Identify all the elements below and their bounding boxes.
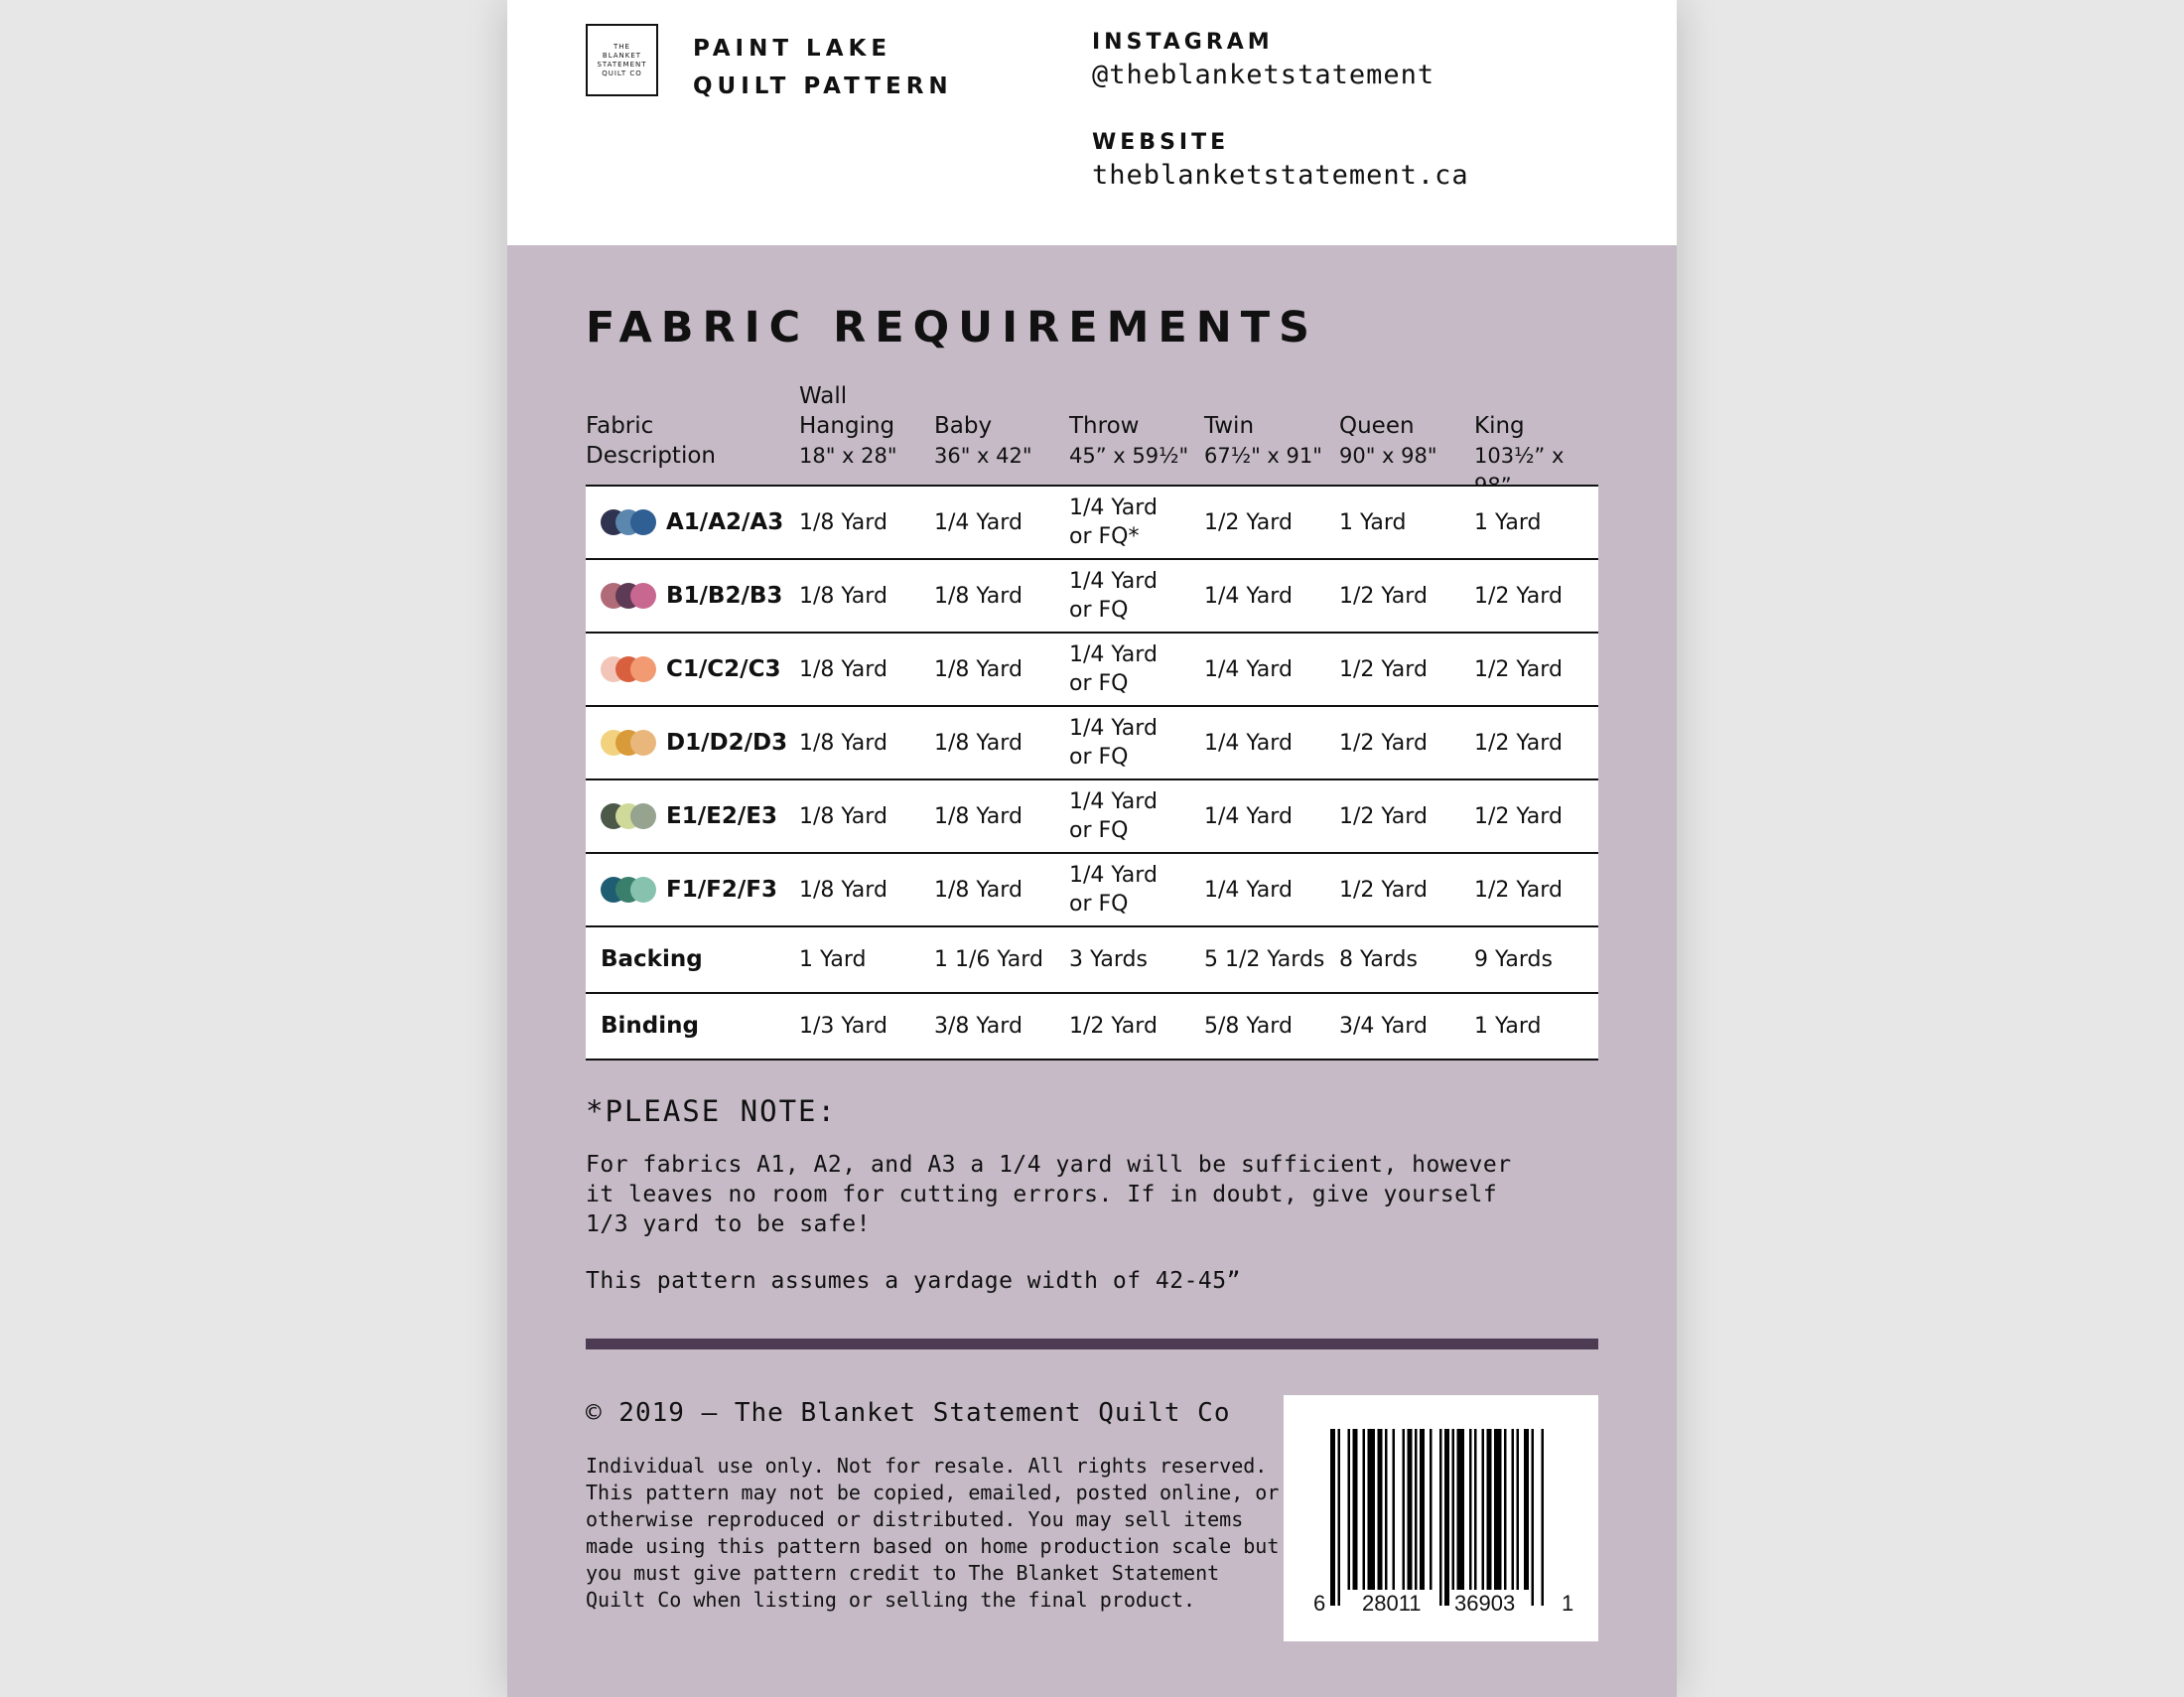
barcode-bar (1363, 1429, 1366, 1590)
table-cell: 9 Yards (1474, 947, 1553, 972)
header-panel (507, 0, 1677, 245)
table-cell: 1/8 Yard (799, 803, 887, 829)
column-header-line: Hanging (799, 413, 895, 439)
table-row (586, 560, 1598, 634)
table-cell: 1/4 Yard or FQ (1069, 789, 1158, 843)
color-swatches (601, 656, 656, 682)
row-label-text: Binding (601, 1013, 699, 1039)
pattern-title-line2: QUILT PATTERN (693, 73, 953, 99)
pattern-title-line1: PAINT LAKE (693, 36, 892, 62)
row-label (601, 854, 777, 925)
table-cell: 1/4 Yard (1204, 877, 1293, 903)
swatch-dot (630, 583, 656, 609)
barcode-bar (1403, 1429, 1406, 1590)
table-cell: 1/2 Yard (1339, 877, 1428, 903)
barcode-bar (1542, 1429, 1545, 1606)
barcode-digit: 1 (1562, 1591, 1574, 1616)
barcode-bar (1524, 1429, 1529, 1590)
table-cell: 1/2 Yard (1474, 877, 1563, 903)
logo-line: QUILT CO (602, 69, 642, 77)
column-header-line (586, 381, 716, 411)
column-header (1474, 381, 1598, 471)
fabric-requirements-title: FABRIC REQUIREMENTS (586, 303, 1319, 353)
table-cell: 1/2 Yard (1474, 583, 1563, 609)
column-header-line: Description (586, 443, 716, 469)
column-header-line (1069, 381, 1188, 411)
column-header-line (1474, 381, 1598, 411)
row-label-text: E1/E2/E3 (666, 802, 777, 829)
logo-line: BLANKET (602, 51, 642, 60)
table-cell: 1 1/6 Yard (934, 947, 1043, 972)
row-label (601, 927, 703, 992)
table-cell: 5/8 Yard (1204, 1014, 1293, 1039)
table-cell: 1/8 Yard (934, 656, 1023, 682)
table-cell: 1/8 Yard (799, 730, 887, 756)
table-cell: 1/8 Yard (934, 730, 1023, 756)
column-header (934, 381, 1032, 471)
table-cell: 1/8 Yard (934, 583, 1023, 609)
note-title: *PLEASE NOTE: (586, 1094, 837, 1128)
barcode-bar (1338, 1429, 1341, 1606)
row-label-text: A1/A2/A3 (666, 508, 784, 535)
table-cell: 1/2 Yard (1339, 803, 1428, 829)
barcode-bar (1393, 1429, 1396, 1590)
table-cell: 1/2 Yard (1339, 730, 1428, 756)
table-cell: 1/8 Yard (934, 877, 1023, 903)
column-header-line: Wall (799, 383, 848, 409)
row-label-text: D1/D2/D3 (666, 729, 788, 756)
note-body (586, 1150, 1539, 1323)
table-cell: 1/4 Yard or FQ (1069, 716, 1158, 770)
table-cell: 1/8 Yard (934, 803, 1023, 829)
color-swatches (601, 730, 656, 756)
barcode-bar (1532, 1429, 1535, 1606)
instagram-label: INSTAGRAM (1092, 30, 1274, 55)
column-header-line: Fabric (586, 413, 654, 439)
column-header-line (934, 381, 1032, 411)
copyright-text: © 2019 – The Blanket Statement Quilt Co (586, 1398, 1231, 1428)
table-cell: 1/4 Yard or FQ (1069, 569, 1158, 623)
column-header-line: King (1474, 413, 1525, 439)
swatch-dot (630, 656, 656, 682)
table-cell: 1/8 Yard (799, 656, 887, 682)
color-swatches (601, 583, 656, 609)
barcode-bar (1512, 1429, 1515, 1590)
table-row (586, 994, 1598, 1061)
table-row (586, 634, 1598, 707)
website-label: WEBSITE (1092, 130, 1230, 155)
swatch-dot (630, 509, 656, 535)
note-paragraph: This pattern assumes a yardage width of 42-45” (586, 1268, 1241, 1294)
logo-text (593, 43, 652, 78)
table-cell: 3/8 Yard (934, 1014, 1023, 1039)
table-cell: 1/8 Yard (799, 877, 887, 903)
table-cell: 1/8 Yard (799, 509, 887, 535)
table-cell: 1 Yard (1474, 509, 1542, 535)
logo-line: THE (614, 42, 630, 51)
barcode-bar (1517, 1429, 1520, 1590)
row-label (601, 560, 782, 632)
table-cell: 1 Yard (1474, 1014, 1542, 1039)
logo-line: STATEMENT (597, 60, 647, 69)
column-header-line: 45” x 59½" (1069, 444, 1189, 468)
row-label (601, 780, 777, 852)
swatch-dot (630, 730, 656, 756)
pattern-sheet (507, 0, 1677, 1697)
column-header-line (1339, 381, 1437, 411)
table-cell: 1/2 Yard (1474, 730, 1563, 756)
barcode-bar (1482, 1429, 1485, 1590)
barcode-bar (1348, 1429, 1351, 1590)
row-label (601, 634, 780, 705)
table-cell: 1/4 Yard (1204, 656, 1293, 682)
note-paragraph: For fabrics A1, A2, and A3 a 1/4 yard will be sufficient, however it leaves no room for cutting errors. If in doubt, give yourself 1/3 yard to be safe! (586, 1152, 1512, 1237)
barcode-digit: 28011 (1362, 1591, 1422, 1616)
barcode-bar (1452, 1429, 1455, 1590)
column-header (1069, 381, 1188, 471)
table-cell: 5 1/2 Yards (1204, 947, 1325, 972)
column-header-line: 67½" x 91" (1204, 444, 1322, 468)
table-cell: 1 Yard (799, 947, 867, 972)
swatch-dot (630, 803, 656, 829)
table-cell: 3/4 Yard (1339, 1014, 1428, 1039)
column-header-line: 36" x 42" (934, 444, 1032, 468)
color-swatches (601, 803, 656, 829)
column-header-line: 18" x 28" (799, 444, 897, 468)
brand-logo (586, 24, 658, 96)
fabric-table (586, 485, 1598, 1061)
barcode-bar (1415, 1429, 1418, 1590)
barcode-bar (1457, 1429, 1465, 1590)
table-cell: 1/8 Yard (799, 583, 887, 609)
barcode-bar (1487, 1429, 1492, 1590)
row-label-text: Backing (601, 946, 703, 972)
barcode-digit: 36903 (1454, 1591, 1516, 1616)
barcode-bar (1474, 1429, 1477, 1590)
barcode-bar (1494, 1429, 1502, 1590)
table-cell: 8 Yards (1339, 947, 1418, 972)
barcode-bar (1378, 1429, 1383, 1590)
legal-text: Individual use only. Not for resale. All rights reserved. This pattern may not be copied, emailed, posted online, or otherwise reproduced or distributed. You may sell items made using this pattern based on home production scale but you must give pattern credit to The Blanket Statement Quilt Co when listing or selling the final product. (586, 1454, 1280, 1612)
table-cell: 1/4 Yard (934, 509, 1023, 535)
column-header (1339, 381, 1437, 471)
table-row (586, 487, 1598, 560)
pattern-title (693, 30, 953, 105)
divider-rule (586, 1339, 1598, 1349)
barcode-bar (1444, 1429, 1449, 1606)
barcode-bar (1469, 1429, 1472, 1590)
barcode-bar (1504, 1429, 1507, 1590)
table-cell: 1/2 Yard (1474, 803, 1563, 829)
table-cell: 1/2 Yard (1474, 656, 1563, 682)
column-header (799, 381, 897, 471)
barcode-digit: 6 (1313, 1591, 1326, 1616)
table-cell: 1/4 Yard (1204, 730, 1293, 756)
barcode-bar (1408, 1429, 1413, 1590)
table-cell: 3 Yards (1069, 947, 1148, 972)
table-cell: 1/2 Yard (1339, 583, 1428, 609)
barcode-bar (1439, 1429, 1442, 1606)
barcode (1284, 1395, 1598, 1641)
website-link[interactable]: theblanketstatement.ca (1092, 160, 1469, 191)
row-label (601, 994, 699, 1059)
column-header-line: Queen (1339, 413, 1415, 439)
color-swatches (601, 877, 656, 903)
column-header-line: Throw (1069, 413, 1140, 439)
barcode-bar (1420, 1429, 1425, 1590)
table-row (586, 854, 1598, 927)
column-header (586, 381, 716, 471)
barcode-bar (1385, 1429, 1388, 1590)
row-label (601, 487, 783, 558)
barcode-bars (1284, 1395, 1598, 1641)
table-row (586, 927, 1598, 994)
table-cell: 1/3 Yard (799, 1014, 887, 1039)
column-header (1204, 381, 1322, 471)
column-header-line: Twin (1204, 413, 1255, 439)
color-swatches (601, 509, 656, 535)
row-label-text: C1/C2/C3 (666, 655, 781, 682)
barcode-bar (1430, 1429, 1433, 1590)
column-header-line: 103½” x (1474, 444, 1565, 468)
row-label-text: B1/B2/B3 (666, 582, 783, 609)
table-cell: 1 Yard (1339, 509, 1407, 535)
table-cell: 1/2 Yard (1069, 1014, 1158, 1039)
table-cell: 1/4 Yard (1204, 583, 1293, 609)
table-cell: 1/2 Yard (1339, 656, 1428, 682)
table-cell: 1/2 Yard (1204, 509, 1293, 535)
row-label (601, 707, 787, 778)
column-header-line: Baby (934, 413, 993, 439)
table-cell: 1/4 Yard (1204, 803, 1293, 829)
swatch-dot (630, 877, 656, 903)
barcode-bar (1330, 1429, 1335, 1606)
table-cell: 1/4 Yard or FQ (1069, 642, 1158, 696)
instagram-handle[interactable]: @theblanketstatement (1092, 60, 1435, 90)
column-header-line (1204, 381, 1322, 411)
row-label-text: F1/F2/F3 (666, 876, 777, 903)
table-cell: 1/4 Yard or FQ (1069, 863, 1158, 917)
barcode-bar (1353, 1429, 1358, 1590)
barcode-bar (1368, 1429, 1376, 1590)
table-row (586, 707, 1598, 780)
table-row (586, 780, 1598, 854)
column-header-line: 90" x 98" (1339, 444, 1437, 468)
table-cell: 1/4 Yard or FQ* (1069, 495, 1158, 549)
